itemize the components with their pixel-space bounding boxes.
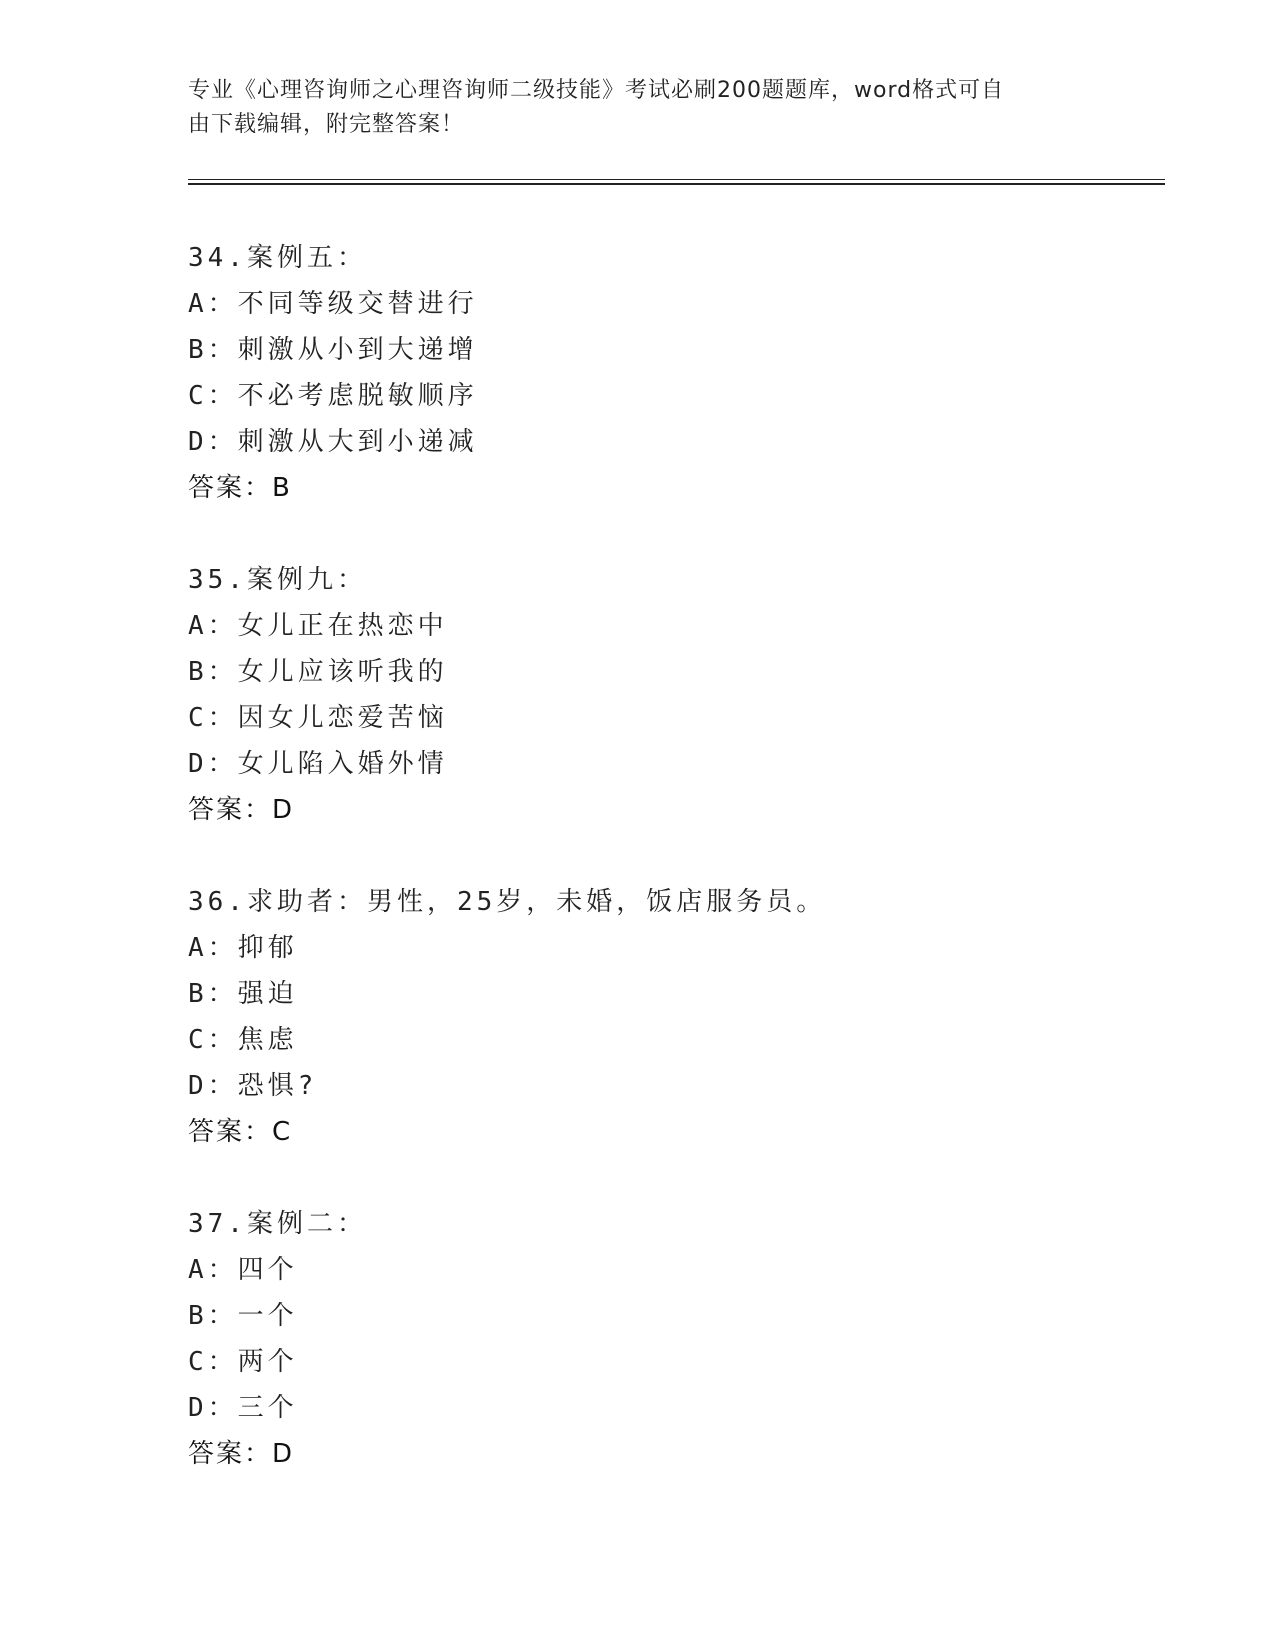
question-stem: 35.案例九： bbox=[188, 565, 367, 595]
option-b: B：一个 bbox=[188, 1301, 298, 1331]
question-36 bbox=[188, 879, 1168, 1155]
header-line-1: 专业《心理咨询师之心理咨询师二级技能》考试必刷200题题库，word格式可自 bbox=[188, 78, 1005, 103]
answer-line: 答案：C bbox=[188, 1117, 293, 1147]
option-c: C：焦虑 bbox=[188, 1025, 298, 1055]
option-c: C：两个 bbox=[188, 1347, 298, 1377]
option-b: B：强迫 bbox=[188, 979, 298, 1009]
option-c: C：不必考虑脱敏顺序 bbox=[188, 381, 478, 411]
answer-line: 答案：D bbox=[188, 795, 295, 825]
question-stem: 34.案例五： bbox=[188, 243, 367, 273]
header-divider-bottom bbox=[188, 183, 1165, 185]
question-35 bbox=[188, 557, 1168, 833]
option-b: B：刺激从小到大递增 bbox=[188, 335, 478, 365]
question-34 bbox=[188, 235, 1168, 511]
option-b: B：女儿应该听我的 bbox=[188, 657, 448, 687]
option-d: D：恐惧? bbox=[188, 1071, 318, 1101]
answer-line: 答案：D bbox=[188, 1439, 295, 1469]
question-stem: 37.案例二： bbox=[188, 1209, 367, 1239]
option-a: A：抑郁 bbox=[188, 933, 298, 963]
answer-line: 答案：B bbox=[188, 473, 292, 503]
option-c: C：因女儿恋爱苦恼 bbox=[188, 703, 448, 733]
header-divider-top bbox=[188, 179, 1165, 180]
option-a: A：不同等级交替进行 bbox=[188, 289, 478, 319]
header-line-2: 由下载编辑，附完整答案！ bbox=[188, 112, 465, 137]
option-a: A：女儿正在热恋中 bbox=[188, 611, 448, 641]
option-d: D：三个 bbox=[188, 1393, 298, 1423]
question-37 bbox=[188, 1201, 1168, 1477]
option-d: D：女儿陷入婚外情 bbox=[188, 749, 448, 779]
document-header bbox=[188, 74, 1088, 142]
option-a: A：四个 bbox=[188, 1255, 298, 1285]
question-stem: 36.求助者：男性，25岁，未婚，饭店服务员。 bbox=[188, 887, 827, 917]
option-d: D：刺激从大到小递减 bbox=[188, 427, 478, 457]
